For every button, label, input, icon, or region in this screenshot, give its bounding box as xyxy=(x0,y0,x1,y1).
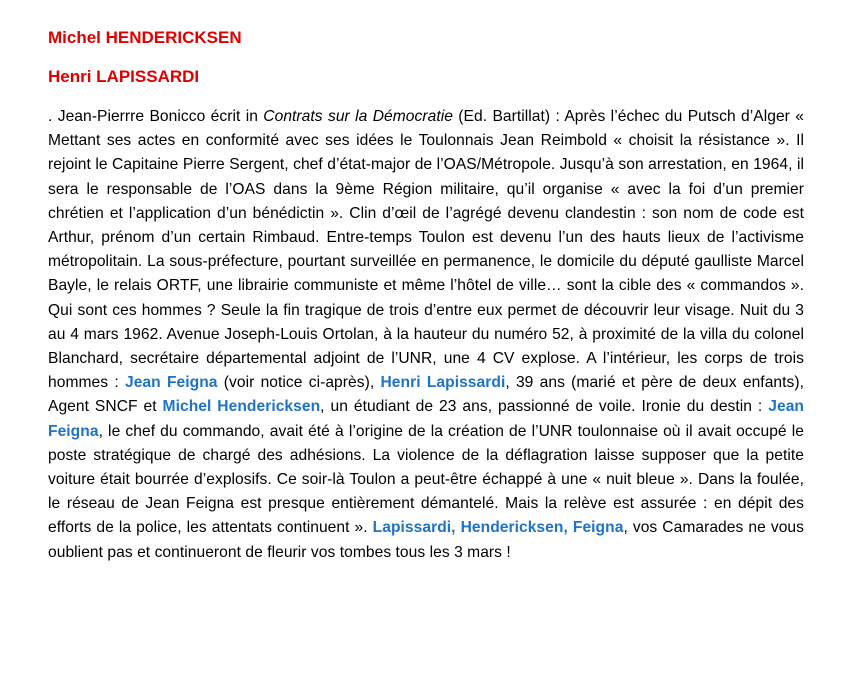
text-segment: , 39 ans (marié et père de deux enfants), Agent SNCF et xyxy=(48,374,804,416)
heading-michel-hendericksen: Michel HENDERICKSEN xyxy=(48,28,242,47)
text-segment: (voir notice ci-après), xyxy=(217,374,381,392)
name-jean-feigna-2: Jean Feigna xyxy=(48,398,804,440)
text-segment: . Jean-Pierrre Bonicco écrit in xyxy=(48,108,264,125)
book-title: Contrats sur la Démocratie xyxy=(263,108,453,125)
name-henri-lapissardi: Henri Lapissardi xyxy=(380,374,506,392)
text-segment: , le chef du commando, avait été à l’origine de la création de l’UNR toulonnaise où il avait occupé le poste stratégique de chargé des adhésions. La violence de la déflagration laisse supposer que la petite voiture était bourrée d’explosifs. Ce soir-là Toulon a peut-être échappé à une « nuit bleue ». Dans la foulée, le réseau de Jean Feigna est presque entièrement démantelé. Mais la relève est assurée : en dépit des efforts de la police, les attentats continuent ». xyxy=(48,422,804,537)
text-segment: , vos Camarades ne vous oublient pas et continueront de fleurir vos tombes tous les 3 mars ! xyxy=(48,519,804,561)
document-page xyxy=(48,26,804,565)
text-segment: , un étudiant de 23 ans, passionné de voile. Ironie du destin : xyxy=(320,398,769,416)
name-jean-feigna: Jean Feigna xyxy=(124,374,218,392)
text-segment: (Ed. Bartillat) : Après l’échec du Putsch d’Alger « Mettant ses actes en conformité avec ses idées le Toulonnais Jean Reimbold « choisit la résistance ». Il rejoint le Capitaine Pierre Sergent, chef d’état-major de l’OAS/Métropole. Jusqu’à son arrestation, en 1964, il sera le responsable de l’OAS dans la 9ème Région militaire, qu’il organise « avec la foi d’un premier chrétien et l’application d’un bénédictin ». Clin d’œil de l’agrégé devenu clandestin : son nom de code est Arthur, prénom d’un certain Rimbaud. Entre-temps Toulon est devenu l’un des hauts lieux de l’activisme métropolitain. La sous-préfecture, pourtant surveillée en permanence, le domicile du député gaulliste Marcel Bayle, le relais ORTF, une librairie communiste et même l’hôtel de ville… sont la cible des « commandos ». Qui sont ces hommes ? Seule la fin tragique de trois d’entre eux permet de découvrir leur visage. Nuit du 3 au 4 mars 1962. Avenue Joseph-Louis Ortolan, à la hauteur du numéro 52, à proximité de la villa du colonel Blanchard, secrétaire départemental adjoint de l’UNR, une 4 CV explose. A l’intérieur, les corps de trois hommes : xyxy=(48,108,804,392)
names-three-comrades: Lapissardi, Hendericksen, Feigna xyxy=(372,519,624,537)
body-paragraph xyxy=(48,105,804,565)
heading-henri-lapissardi: Henri LAPISSARDI xyxy=(48,67,200,86)
name-michel-hendericksen: Michel Hendericksen xyxy=(162,398,321,416)
